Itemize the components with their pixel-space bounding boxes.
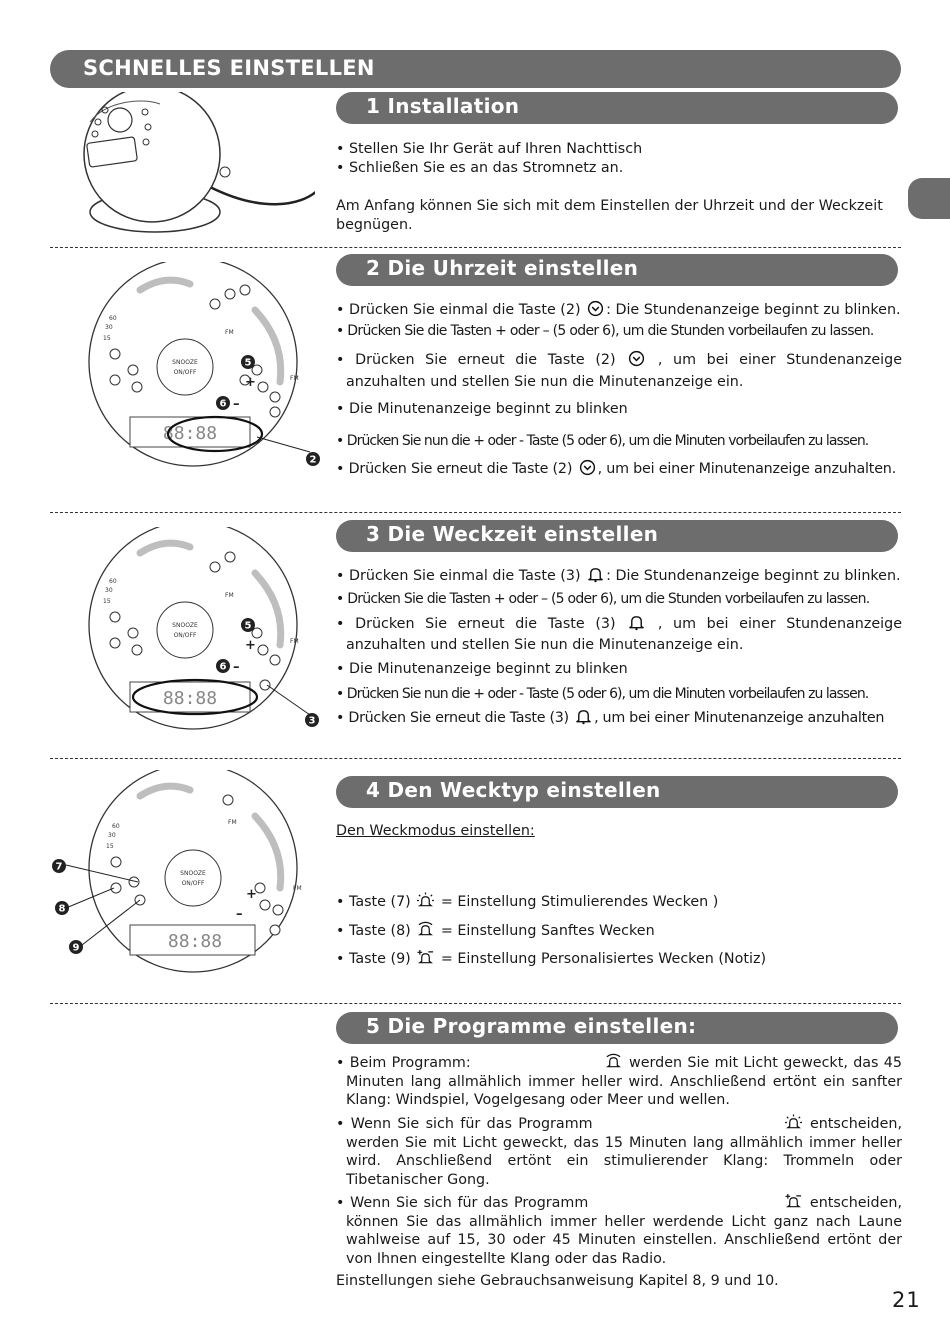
section-4-subtitle: Den Weckmodus einstellen: bbox=[336, 823, 535, 839]
gentle-wake-icon bbox=[417, 921, 434, 938]
fm-label: FM bbox=[290, 375, 299, 382]
callout-6: 6 bbox=[219, 398, 227, 410]
minus-label: – bbox=[233, 397, 240, 412]
section-divider bbox=[50, 512, 901, 513]
minus-label: – bbox=[236, 907, 243, 922]
section-divider bbox=[50, 758, 901, 759]
fm-label: FM bbox=[290, 638, 299, 645]
callout-6: 6 bbox=[219, 661, 227, 673]
plus-label: + bbox=[246, 887, 257, 902]
section-2-step: • Drücken Sie nun die + oder - Taste (5 oder 6), um die Minuten vorbeilaufen zu lassen. bbox=[336, 433, 869, 449]
snooze-label: SNOOZE bbox=[172, 622, 198, 629]
minutes-60-label: 60 bbox=[109, 315, 117, 322]
clock-display: 88:88 bbox=[162, 688, 218, 709]
snooze-label: SNOOZE bbox=[172, 359, 198, 366]
minutes-30-label: 30 bbox=[105, 587, 113, 594]
section-1-bullet: • Schließen Sie es an das Stromnetz an. bbox=[336, 160, 624, 176]
wake-mode-stimulating: • Taste (7) = Einstellung Stimulierendes Wecken ) bbox=[336, 894, 719, 910]
callout-8: 8 bbox=[58, 903, 66, 915]
device-front-illustration bbox=[85, 262, 330, 472]
onoff-label: ON/OFF bbox=[173, 369, 197, 376]
callout-3: 3 bbox=[308, 715, 316, 727]
page-number: 21 bbox=[892, 1288, 921, 1312]
section-3-step: • Drücken Sie einmal die Taste (3) : Die Stundenanzeige beginnt zu blinken. bbox=[336, 568, 901, 584]
clock-button-icon bbox=[579, 459, 596, 476]
minus-label: – bbox=[233, 660, 240, 675]
section-3-step: • Die Minutenanzeige beginnt zu blinken bbox=[336, 661, 628, 677]
device-installation-illustration bbox=[60, 92, 315, 242]
fm-label: FM bbox=[225, 329, 234, 336]
gentle-wake-icon bbox=[605, 1053, 622, 1070]
section-3-step: • Drücken Sie nun die + oder - Taste (5 oder 6), um die Minuten vorbeilaufen zu lassen. bbox=[336, 686, 869, 702]
callout-2: 2 bbox=[309, 454, 317, 466]
minutes-15-label: 15 bbox=[103, 598, 111, 605]
alarm-bell-icon bbox=[575, 708, 592, 725]
onoff-label: ON/OFF bbox=[181, 880, 205, 887]
section-3-step: • Drücken Sie erneut die Taste (3) , um bei einer Minutenanzeige anzuhalten bbox=[336, 710, 885, 726]
stimulating-wake-icon bbox=[785, 1114, 802, 1131]
section-2-step: • Drücken Sie die Tasten + oder – (5 oder 6), um die Stunden vorbeilaufen zu lassen. bbox=[336, 323, 874, 339]
device-front-illustration bbox=[40, 770, 315, 975]
program-gentle-paragraph: • Beim Programm: werden Sie mit Licht geweckt, das 45 Minuten lang allmählich immer heller wird. Anschließend ertönt ein sanfter Klang: Windspiel, Vogelgesang oder Meer und wellen. bbox=[336, 1055, 902, 1108]
fm-label: FM bbox=[225, 592, 234, 599]
snooze-label: SNOOZE bbox=[180, 870, 206, 877]
personalized-wake-icon bbox=[417, 949, 434, 966]
callout-9: 9 bbox=[72, 942, 80, 954]
minutes-60-label: 60 bbox=[112, 823, 120, 830]
callout-5: 5 bbox=[244, 620, 252, 632]
section-5-title: 5 Die Programme einstellen: bbox=[336, 1012, 898, 1044]
clock-display: 88:88 bbox=[162, 423, 218, 444]
callout-7: 7 bbox=[55, 861, 63, 873]
fm-label: FM bbox=[293, 885, 302, 892]
section-2-step: • Drücken Sie erneut die Taste (2) , um bei einer Minutenanzeige anzuhalten. bbox=[336, 461, 897, 477]
minutes-15-label: 15 bbox=[103, 335, 111, 342]
alarm-bell-icon bbox=[587, 566, 604, 583]
personalized-wake-icon bbox=[785, 1193, 802, 1210]
program-stimulating-paragraph: • Wenn Sie sich für das Programm entscheiden, werden Sie mit Licht geweckt, das 15 Minuten lang allmählich immer heller wird. Anschließend ertönt ein stimulierender Klang: Trommeln oder Tibetanischer Gong. bbox=[336, 1116, 903, 1188]
chapter-tab bbox=[908, 178, 950, 219]
minutes-15-label: 15 bbox=[106, 843, 114, 850]
fm-label: FM bbox=[228, 819, 237, 826]
section-2-step: • Drücken Sie einmal die Taste (2) : Die Stundenanzeige beginnt zu blinken. bbox=[336, 302, 901, 318]
clock-display: 88:88 bbox=[167, 931, 223, 952]
page-header: SCHNELLES EINSTELLEN bbox=[50, 50, 901, 88]
section-1-title: 1 Installation bbox=[336, 92, 898, 124]
wake-mode-personalized: • Taste (9) = Einstellung Personalisiertes Wecken (Notiz) bbox=[336, 951, 767, 967]
wake-mode-gentle: • Taste (8) = Einstellung Sanftes Wecken bbox=[336, 923, 655, 939]
device-front-illustration bbox=[85, 527, 330, 732]
section-divider bbox=[50, 1003, 901, 1004]
clock-button-icon bbox=[628, 350, 645, 367]
section-1-note: Am Anfang können Sie sich mit dem Einstellen der Uhrzeit und der Weckzeit begnügen. bbox=[336, 198, 883, 233]
section-2-step: • Drücken Sie erneut die Taste (2) , um bei einer Stundenanzeige anzuhalten und stellen Sie nun die Minutenanzeige ein. bbox=[336, 352, 902, 390]
section-3-step: • Drücken Sie die Tasten + oder – (5 oder 6), um die Stunden vorbeilaufen zu lassen. bbox=[336, 591, 870, 607]
section-5-footer: Einstellungen siehe Gebrauchsanweisung Kapitel 8, 9 und 10. bbox=[336, 1273, 779, 1289]
onoff-label: ON/OFF bbox=[173, 632, 197, 639]
section-2-step: • Die Minutenanzeige beginnt zu blinken bbox=[336, 401, 628, 417]
plus-label: + bbox=[245, 638, 256, 653]
program-personalized-paragraph: • Wenn Sie sich für das Programm entscheiden, können Sie das allmählich immer heller werdende Licht ganz nach Laune wahlweise auf 15, 30 oder 45 Minuten einstellen. Anschließend ertönt der von Ihnen eingestellte Klang oder das Radio. bbox=[336, 1195, 902, 1267]
plus-label: + bbox=[245, 375, 256, 390]
minutes-30-label: 30 bbox=[105, 324, 113, 331]
section-divider bbox=[50, 247, 901, 248]
callout-5: 5 bbox=[244, 357, 252, 369]
clock-button-icon bbox=[587, 300, 604, 317]
alarm-bell-icon bbox=[628, 614, 645, 631]
minutes-60-label: 60 bbox=[109, 578, 117, 585]
section-3-step: • Drücken Sie erneut die Taste (3) , um bei einer Stundenanzeige anzuhalten und stellen Sie nun die Minutenanzeige ein. bbox=[336, 616, 902, 653]
section-4-title: 4 Den Wecktyp einstellen bbox=[336, 776, 898, 808]
stimulating-wake-icon bbox=[417, 892, 434, 909]
section-3-title: 3 Die Weckzeit einstellen bbox=[336, 520, 898, 552]
section-1-bullet: • Stellen Sie Ihr Gerät auf Ihren Nachttisch bbox=[336, 141, 643, 157]
minutes-30-label: 30 bbox=[108, 832, 116, 839]
section-2-title: 2 Die Uhrzeit einstellen bbox=[336, 254, 898, 286]
